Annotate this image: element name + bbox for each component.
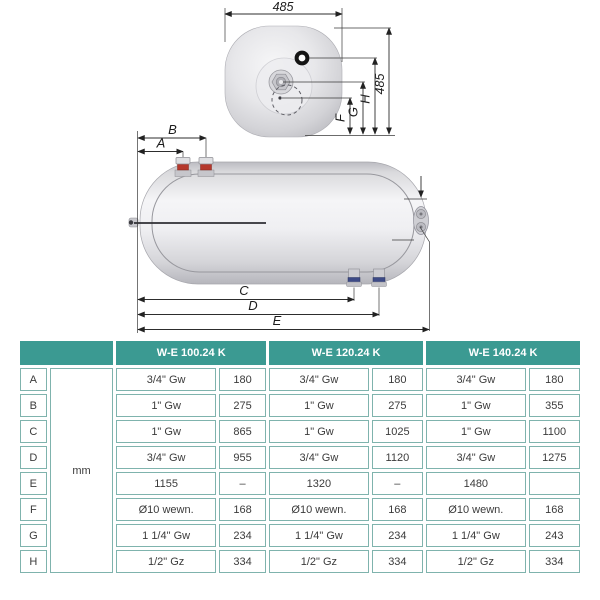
black-port <box>295 51 310 66</box>
value-cell: 334 <box>219 550 266 573</box>
conn-cell: 1320 <box>269 472 369 495</box>
value-cell: 275 <box>219 394 266 417</box>
value-cell: 355 <box>529 394 580 417</box>
conn-cell: Ø10 wewn. <box>426 498 526 521</box>
dimension-d <box>138 288 379 317</box>
conn-cell: 1480 <box>426 472 526 495</box>
header-model-3: W-E 140.24 K <box>426 341 580 365</box>
value-cell: 168 <box>219 498 266 521</box>
conn-cell: 1" Gw <box>426 420 526 443</box>
row-label: D <box>20 446 47 469</box>
table-header-row <box>20 341 580 365</box>
value-cell: 334 <box>372 550 423 573</box>
label-b: B <box>168 122 177 137</box>
value-cell: 168 <box>529 498 580 521</box>
row-label: A <box>20 368 47 391</box>
top-fitting-2 <box>198 158 214 177</box>
value-cell: 180 <box>372 368 423 391</box>
conn-cell: 3/4" Gw <box>269 368 369 391</box>
dimension-c <box>138 283 354 301</box>
table-row-a <box>20 368 580 391</box>
value-cell: 275 <box>372 394 423 417</box>
row-label: E <box>20 472 47 495</box>
value-cell: 234 <box>372 524 423 547</box>
conn-cell: Ø10 wewn. <box>269 498 369 521</box>
value-cell: 243 <box>529 524 580 547</box>
value-cell: 334 <box>529 550 580 573</box>
dimension-a <box>138 136 183 158</box>
conn-cell: 1/2" Gz <box>116 550 216 573</box>
header-blank-cell <box>20 341 113 365</box>
unit-cell: mm <box>50 368 114 573</box>
value-cell: 1275 <box>529 446 580 469</box>
conn-cell: 1" Gw <box>426 394 526 417</box>
label-e: E <box>272 313 282 328</box>
spec-table <box>17 338 583 576</box>
header-model-1: W-E 100.24 K <box>116 341 266 365</box>
value-cell: 180 <box>529 368 580 391</box>
side-view <box>129 122 430 333</box>
conn-cell: 1 1/4" Gw <box>269 524 369 547</box>
conn-cell: 1/2" Gz <box>426 550 526 573</box>
label-c: C <box>239 283 249 298</box>
dim-side-value: 485 <box>373 73 387 95</box>
conn-cell: 1 1/4" Gw <box>116 524 216 547</box>
value-cell: – <box>219 472 266 495</box>
top-fitting-1 <box>175 158 191 177</box>
conn-cell: 3/4" Gw <box>426 446 526 469</box>
value-cell: 180 <box>219 368 266 391</box>
value-cell: 234 <box>219 524 266 547</box>
value-cell: 1100 <box>529 420 580 443</box>
label-g: G <box>345 106 361 118</box>
conn-cell: 1" Gw <box>116 394 216 417</box>
label-a: A <box>156 135 166 151</box>
row-label: B <box>20 394 47 417</box>
conn-cell: 3/4" Gw <box>269 446 369 469</box>
label-d: D <box>248 298 258 313</box>
header-model-2: W-E 120.24 K <box>269 341 423 365</box>
row-label: F <box>20 498 47 521</box>
label-f: F <box>332 114 348 122</box>
front-view <box>225 0 395 137</box>
value-cell: 1025 <box>372 420 423 443</box>
conn-cell: 1" Gw <box>269 420 369 443</box>
row-label: H <box>20 550 47 573</box>
value-cell <box>529 472 580 495</box>
value-cell: 168 <box>372 498 423 521</box>
row-label: G <box>20 524 47 547</box>
value-cell: 865 <box>219 420 266 443</box>
f-reference-dot <box>278 96 281 99</box>
row-label: C <box>20 420 47 443</box>
value-cell: 955 <box>219 446 266 469</box>
conn-cell: 1155 <box>116 472 216 495</box>
value-cell: – <box>372 472 423 495</box>
label-h: H <box>357 94 373 104</box>
bottom-fitting-1 <box>347 269 362 287</box>
conn-cell: 1 1/4" Gw <box>426 524 526 547</box>
conn-cell: 3/4" Gw <box>426 368 526 391</box>
conn-cell: Ø10 wewn. <box>116 498 216 521</box>
conn-cell: 1" Gw <box>269 394 369 417</box>
bottom-fitting-2 <box>372 269 387 287</box>
conn-cell: 1/2" Gz <box>269 550 369 573</box>
dim-top-value: 485 <box>272 0 294 14</box>
value-cell: 1120 <box>372 446 423 469</box>
conn-cell: 3/4" Gw <box>116 446 216 469</box>
conn-cell: 1" Gw <box>116 420 216 443</box>
conn-cell: 3/4" Gw <box>116 368 216 391</box>
